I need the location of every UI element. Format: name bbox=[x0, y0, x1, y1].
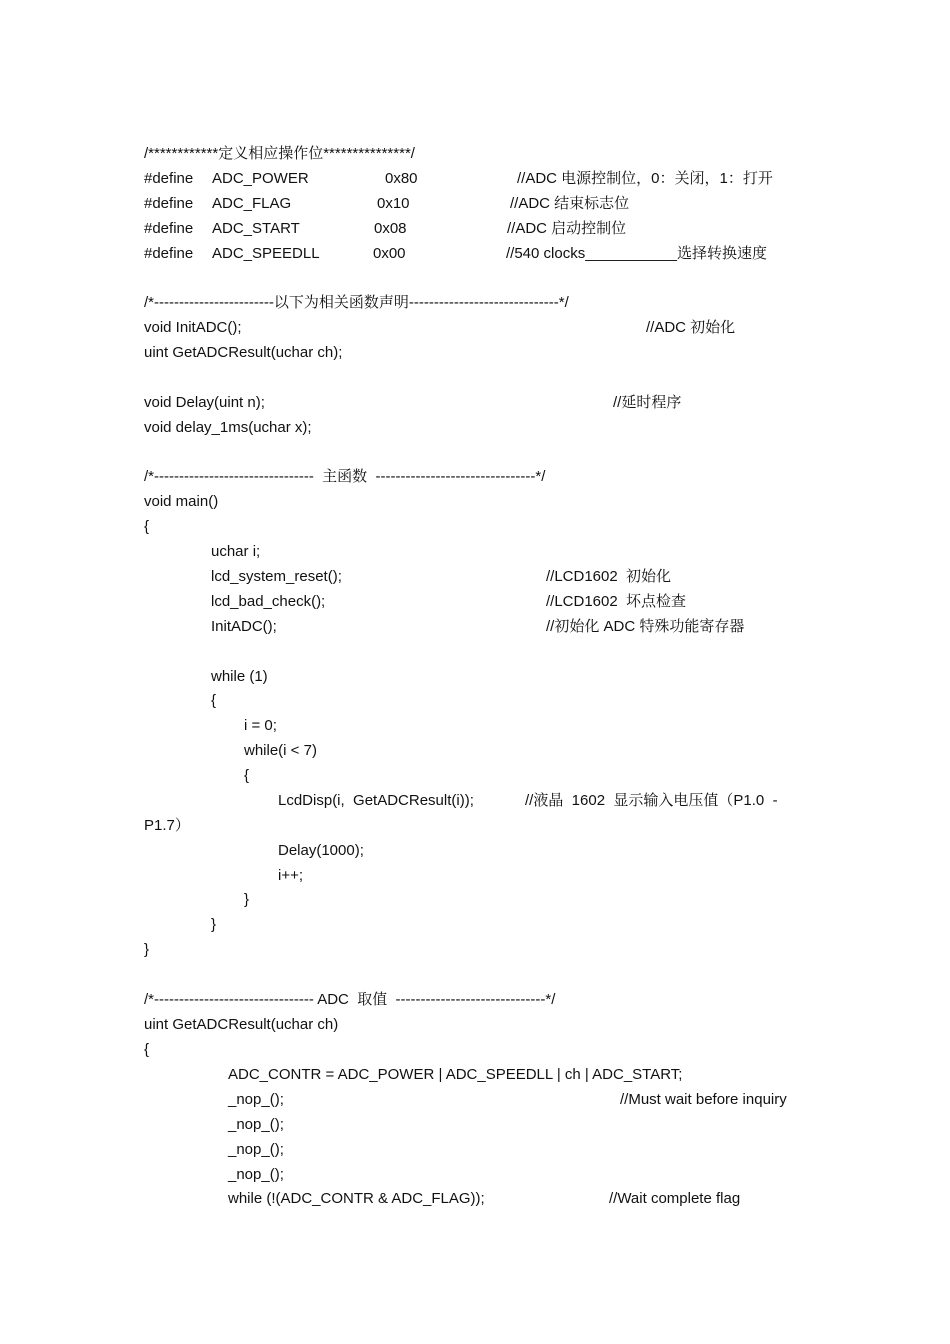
brace-close: } bbox=[144, 941, 150, 958]
code-line: i++; bbox=[278, 867, 304, 884]
code-comment: //Must wait before inquiry bbox=[620, 1091, 787, 1108]
declaration-line: void InitADC(); bbox=[144, 319, 242, 336]
code-line: ADC_CONTR = ADC_POWER | ADC_SPEEDLL | ch | ADC_START; bbox=[228, 1066, 683, 1083]
declaration-comment: //ADC 初始化 bbox=[646, 319, 736, 336]
define-keyword: #define bbox=[144, 195, 194, 212]
declaration-section-comment: /*------------------------以下为相关函数声明------------------------------*/ bbox=[144, 294, 569, 311]
while-loop: while (1) bbox=[211, 668, 268, 685]
main-section-comment: /*-------------------------------- 主函数 --------------------------------*/ bbox=[144, 468, 546, 485]
brace-close: } bbox=[244, 891, 250, 908]
define-section-comment: /************定义相应操作位***************/ bbox=[144, 145, 415, 162]
code-line: lcd_bad_check(); bbox=[211, 593, 326, 610]
brace-open: { bbox=[144, 518, 150, 535]
while-loop: while(i < 7) bbox=[244, 742, 317, 759]
main-signature: void main() bbox=[144, 493, 219, 510]
code-comment: //初始化 ADC 特殊功能寄存器 bbox=[546, 618, 745, 635]
define-value: 0x80 bbox=[385, 170, 418, 187]
define-comment: //540 clocks___________选择转换速度 bbox=[506, 245, 767, 262]
code-line: uchar i; bbox=[211, 543, 261, 560]
comment-wrap: P1.7） bbox=[144, 817, 190, 834]
adc-section-comment: /*-------------------------------- ADC 取值 ------------------------------*/ bbox=[144, 991, 556, 1008]
define-comment: //ADC 电源控制位，0：关闭，1：打开 bbox=[517, 170, 773, 187]
code-line: InitADC(); bbox=[211, 618, 277, 635]
declaration-line: uint GetADCResult(uchar ch); bbox=[144, 344, 343, 361]
brace-open: { bbox=[211, 692, 217, 709]
code-line: _nop_(); bbox=[228, 1116, 284, 1133]
declaration-comment: //延时程序 bbox=[613, 394, 682, 411]
define-keyword: #define bbox=[144, 245, 194, 262]
brace-open: { bbox=[244, 767, 250, 784]
define-comment: //ADC 结束标志位 bbox=[510, 195, 630, 212]
code-line: _nop_(); bbox=[228, 1166, 284, 1183]
define-keyword: #define bbox=[144, 220, 194, 237]
define-keyword: #define bbox=[144, 170, 194, 187]
define-value: 0x10 bbox=[377, 195, 410, 212]
brace-close: } bbox=[211, 916, 217, 933]
code-line: LcdDisp(i, GetADCResult(i)); bbox=[278, 792, 474, 809]
code-line: _nop_(); bbox=[228, 1141, 284, 1158]
define-name: ADC_FLAG bbox=[212, 195, 292, 212]
define-name: ADC_SPEEDLL bbox=[212, 245, 320, 262]
code-line: _nop_(); bbox=[228, 1091, 284, 1108]
code-comment: //LCD1602 坏点检查 bbox=[546, 593, 687, 610]
define-value: 0x08 bbox=[374, 220, 407, 237]
code-comment: //液晶 1602 显示输入电压值（P1.0 - bbox=[525, 792, 778, 809]
define-value: 0x00 bbox=[373, 245, 406, 262]
define-comment: //ADC 启动控制位 bbox=[507, 220, 627, 237]
define-name: ADC_POWER bbox=[212, 170, 309, 187]
brace-open: { bbox=[144, 1041, 150, 1058]
declaration-line: void delay_1ms(uchar x); bbox=[144, 419, 312, 436]
adc-signature: uint GetADCResult(uchar ch) bbox=[144, 1016, 339, 1033]
code-line: lcd_system_reset(); bbox=[211, 568, 342, 585]
code-line: i = 0; bbox=[244, 717, 277, 734]
code-comment: //Wait complete flag bbox=[609, 1190, 741, 1207]
define-name: ADC_START bbox=[212, 220, 300, 237]
declaration-line: void Delay(uint n); bbox=[144, 394, 265, 411]
code-comment: //LCD1602 初始化 bbox=[546, 568, 672, 585]
code-line: while (!(ADC_CONTR & ADC_FLAG)); bbox=[228, 1190, 485, 1207]
code-line: Delay(1000); bbox=[278, 842, 364, 859]
